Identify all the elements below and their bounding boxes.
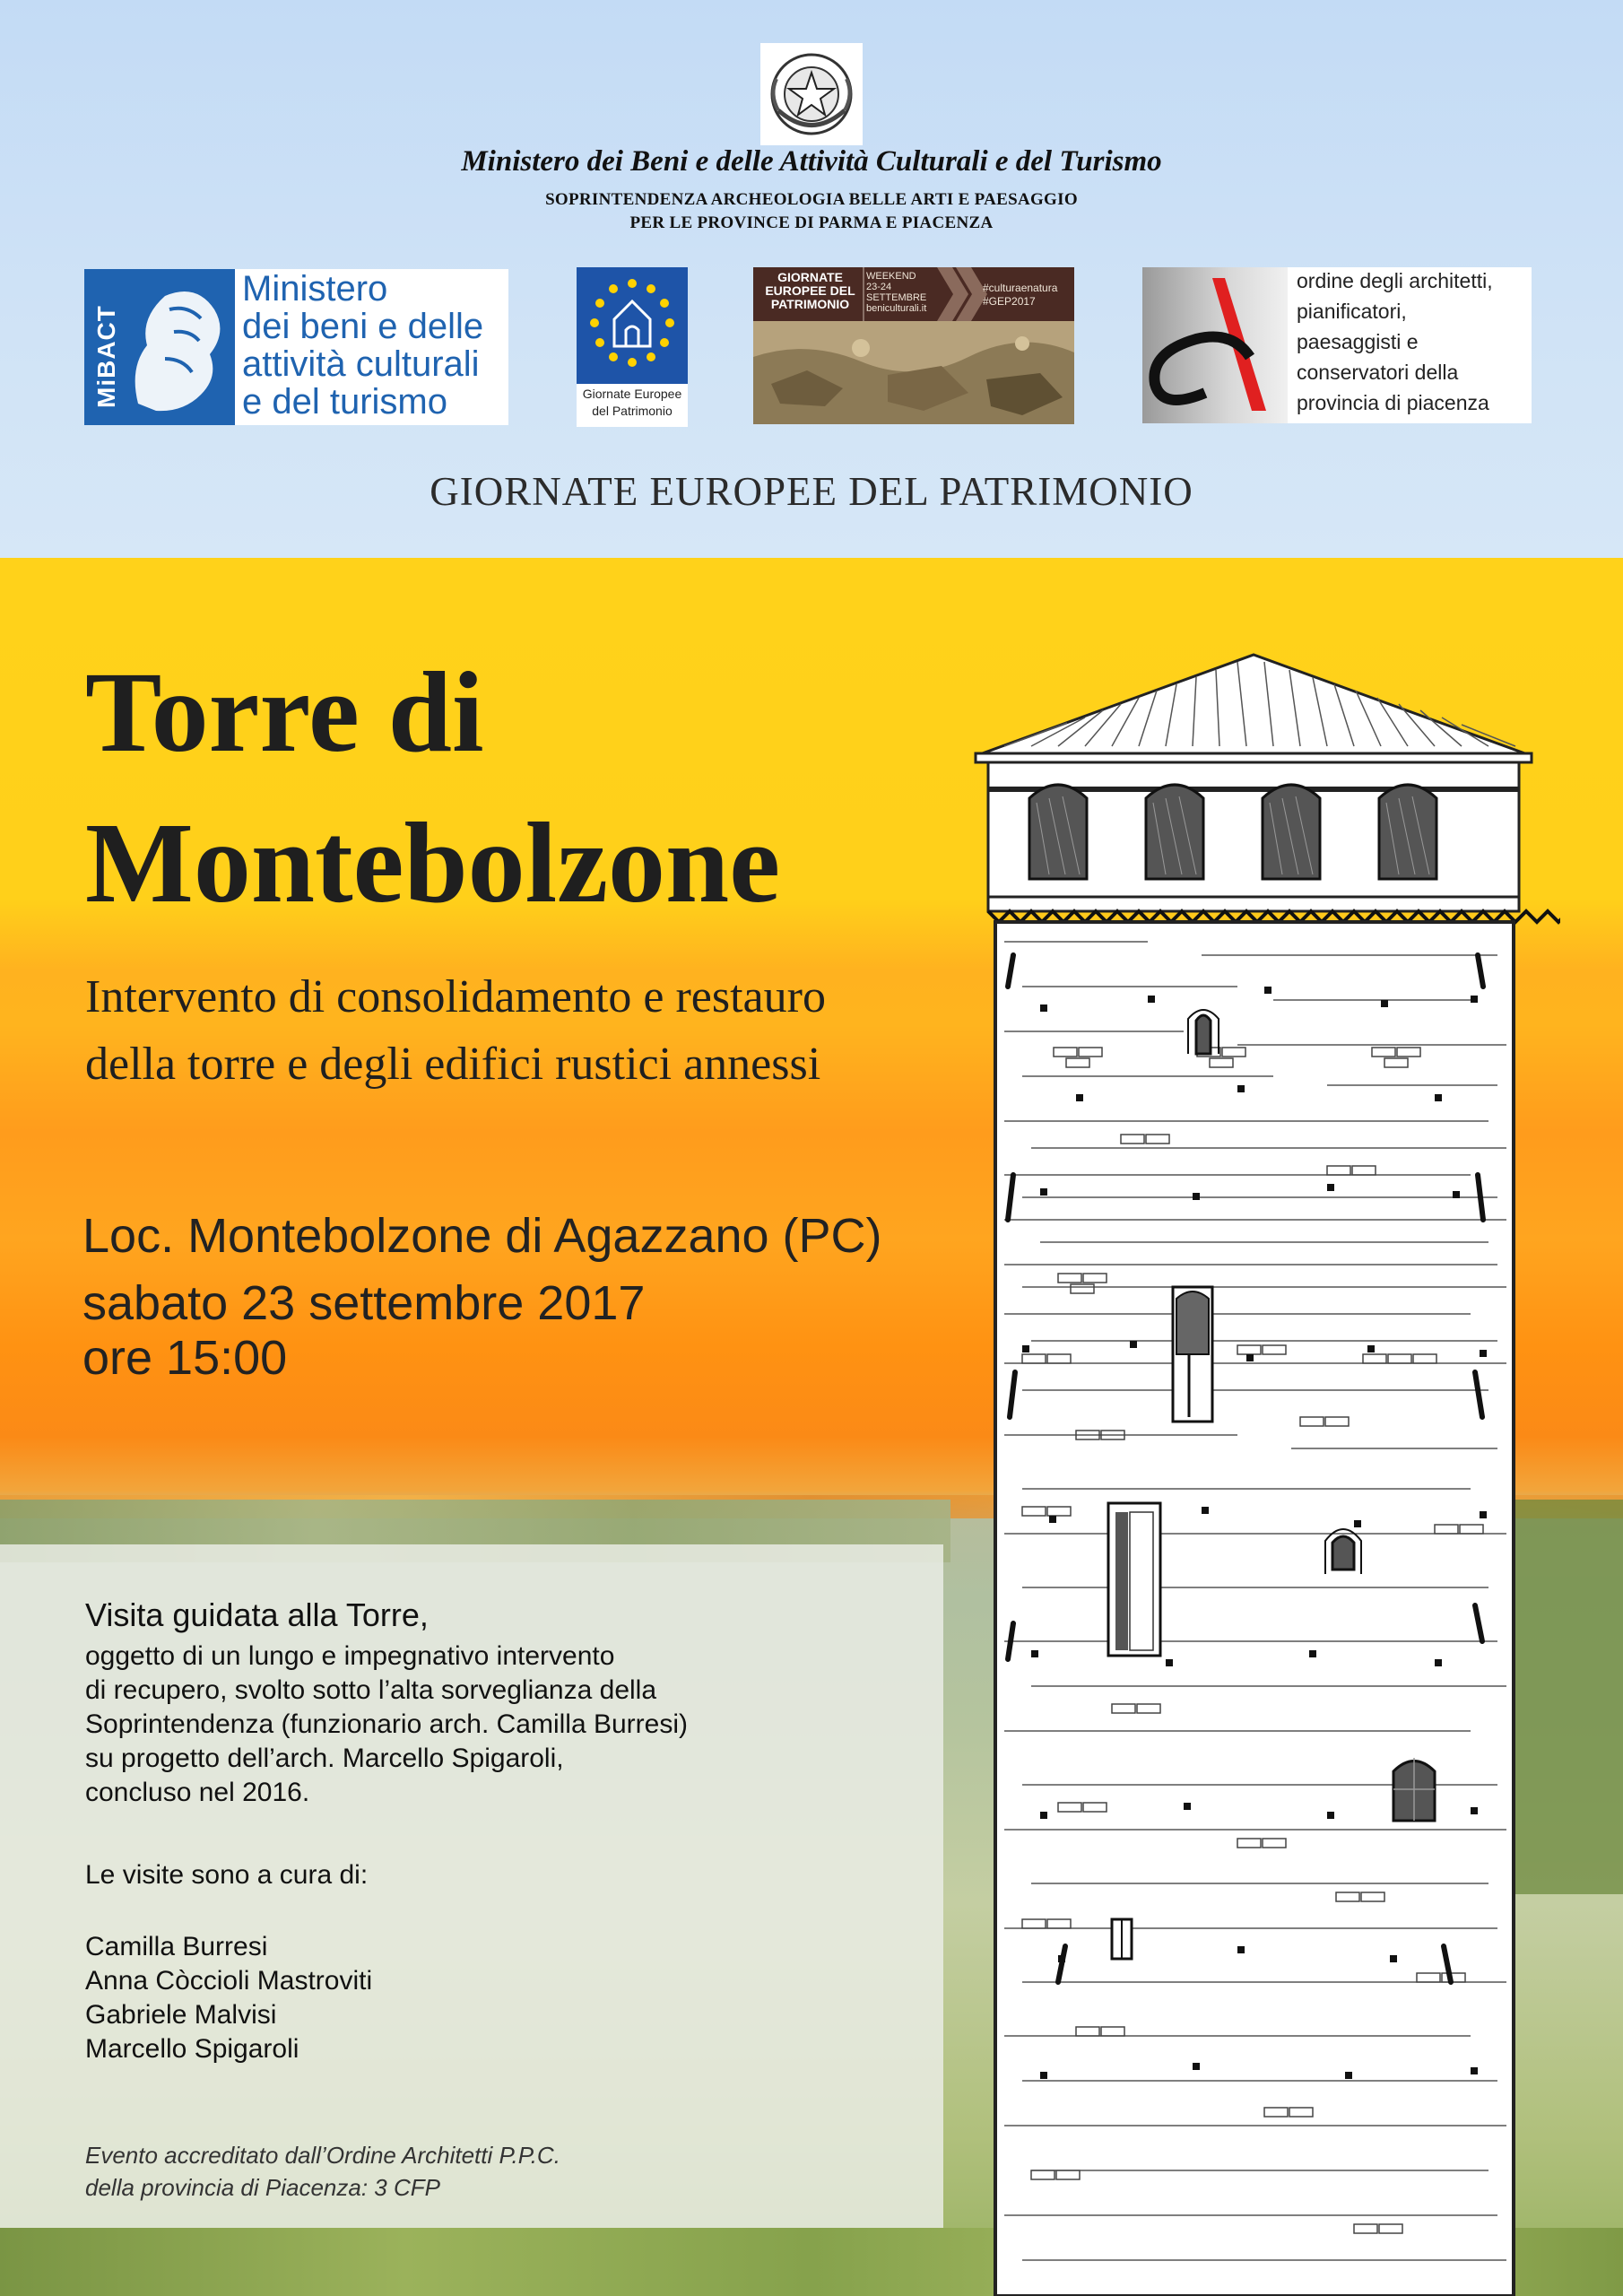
banner-tag-2: #GEP2017 [983, 295, 1036, 308]
guide-name: Gabriele Malvisi [85, 2000, 277, 2030]
architects-a-icon [1142, 267, 1288, 423]
architects-line-4: conservatori della [1297, 361, 1459, 384]
header [0, 0, 1623, 558]
mosaic-image [753, 321, 1074, 424]
event-heading: GIORNATE EUROPEE DEL PATRIMONIO [430, 469, 1193, 514]
visit-heading: Visita guidata alla Torre, [85, 1596, 429, 1633]
architects-line-2: pianificatori, [1297, 300, 1407, 323]
architects-order-logo [1142, 267, 1532, 423]
architects-line-5: provincia di piacenza [1297, 391, 1489, 414]
event-date: sabato 23 settembre 2017 [82, 1276, 646, 1330]
page-title-line-1: Torre di [85, 648, 484, 776]
gep-caption-1: Giornate Europee [582, 387, 682, 401]
architects-line-3: paesaggisti e [1297, 330, 1419, 353]
subtitle-line-1: Intervento di consolidamento e restauro [85, 971, 826, 1022]
banner-date-2: 23-24 [866, 282, 892, 292]
banner-title-1: GIORNATE [777, 270, 843, 284]
banner-date-3: SETTEMBRE [866, 292, 927, 303]
banner-date-1: WEEKEND [866, 271, 916, 282]
italian-republic-emblem-icon [760, 43, 863, 145]
description-line-3: Soprintendenza (funzionario arch. Camilla Burresi) [85, 1709, 688, 1739]
tower-elevation-drawing [968, 646, 1560, 2296]
guides-intro: Le visite sono a cura di: [85, 1860, 369, 1890]
gep-logo [577, 267, 688, 427]
ministry-title: Ministero dei Beni e delle Attività Culturali e del Turismo [461, 145, 1162, 178]
soprintendenza-line-1: SOPRINTENDENZA ARCHEOLOGIA BELLE ARTI E PAESAGGIO [545, 190, 1078, 209]
event-location: Loc. Montebolzone di Agazzano (PC) [82, 1209, 882, 1263]
description-line-2: di recupero, svolto sotto l’alta sorveglianza della [85, 1675, 657, 1705]
guide-name: Marcello Spigaroli [85, 2034, 299, 2064]
page-title-line-2: Montebolzone [85, 799, 780, 926]
credit-line-1: Evento accreditato dall’Ordine Architetti P.P.C. [85, 2142, 560, 2169]
architects-line-1: ordine degli architetti, [1297, 269, 1493, 292]
mibact-line-3: attività culturali [242, 344, 480, 384]
banner-tag-1: #culturaenatura [983, 282, 1058, 294]
banner-title-2: EUROPEE DEL [765, 283, 855, 298]
subtitle-line-2: della torre e degli edifici rustici annessi [85, 1039, 821, 1090]
mibact-line-1: Ministero [242, 269, 388, 309]
mibact-mark-text: MiBACT [92, 305, 120, 408]
banner-top-bar [753, 267, 1074, 321]
guide-name: Anna Còccioli Mastroviti [85, 1966, 373, 1996]
guide-name: Camilla Burresi [85, 1932, 268, 1961]
mibact-line-2: dei beni e delle [242, 307, 484, 346]
description-line-1: oggetto di un lungo e impegnativo intervento [85, 1641, 615, 1671]
banner-date-4: beniculturali.it [866, 303, 927, 314]
banner-title-3: PATRIMONIO [770, 297, 850, 311]
credit-line-2: della provincia di Piacenza: 3 CFP [85, 2174, 440, 2201]
soprintendenza-line-2: PER LE PROVINCE DI PARMA E PIACENZA [629, 213, 994, 232]
event-time: ore 15:00 [82, 1331, 288, 1385]
description-line-4: su progetto dell’arch. Marcello Spigaroli, [85, 1744, 564, 1773]
gep-2017-banner [753, 267, 1074, 424]
mibact-logo [84, 269, 508, 425]
mibact-head-icon [84, 269, 235, 425]
mibact-line-4: e del turismo [242, 382, 447, 422]
eu-stars-icon [577, 267, 688, 384]
gep-caption-2: del Patrimonio [592, 404, 673, 418]
description-line-5: concluso nel 2016. [85, 1778, 310, 1807]
